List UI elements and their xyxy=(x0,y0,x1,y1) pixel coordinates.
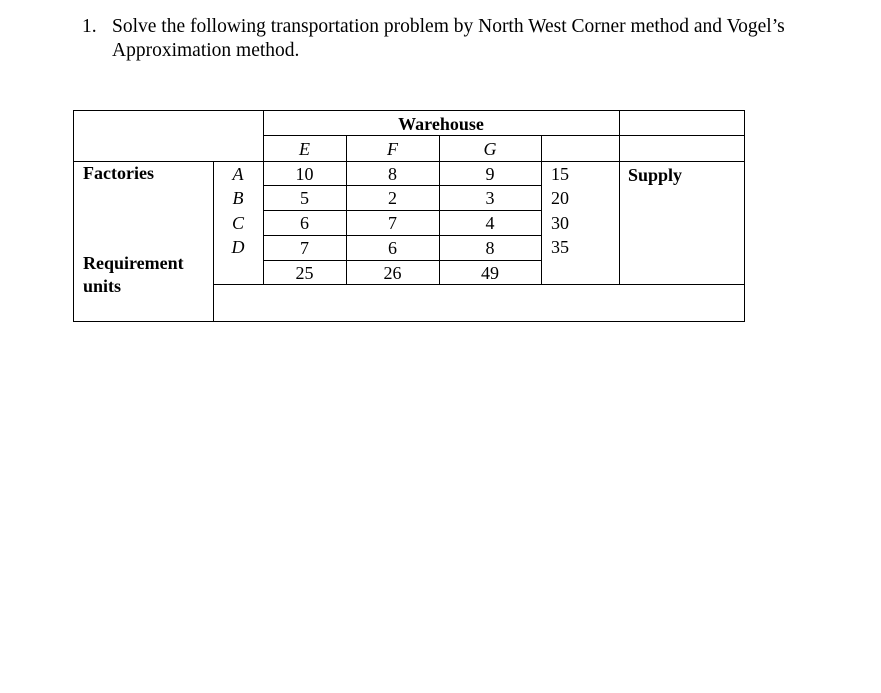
requirement-g: 49 xyxy=(481,263,499,283)
question-text: Solve the following transportation problem by North West Corner method and Vogel’s Approximation method. xyxy=(112,16,785,61)
hline-requirement xyxy=(213,284,745,285)
hline-row-c xyxy=(263,235,541,236)
hline-row-b xyxy=(263,210,541,211)
cost-a-e: 10 xyxy=(295,164,314,184)
supply-b: 20 xyxy=(551,188,569,208)
factory-a: A xyxy=(232,164,244,184)
cost-c-e: 6 xyxy=(300,213,309,233)
column-header-e: E xyxy=(299,139,310,159)
hline-row-d xyxy=(263,260,541,261)
table-border-top xyxy=(73,110,745,111)
cost-c-g: 4 xyxy=(485,213,495,233)
supply-a: 15 xyxy=(551,164,569,184)
cost-d-e: 7 xyxy=(300,238,309,258)
vline-col-g-right xyxy=(541,135,542,285)
factory-d: D xyxy=(231,237,245,257)
requirement-e: 25 xyxy=(295,263,314,283)
factories-label: Factories xyxy=(83,163,154,183)
cost-d-f: 6 xyxy=(388,238,397,258)
requirement-f: 26 xyxy=(383,263,402,283)
cost-b-e: 5 xyxy=(300,188,309,208)
cost-d-g: 8 xyxy=(485,238,495,258)
supply-c: 30 xyxy=(551,213,569,233)
cost-a-g: 9 xyxy=(485,164,495,184)
requirement-label: Requirement units xyxy=(83,253,184,296)
hline-header xyxy=(263,135,744,136)
cost-b-g: 3 xyxy=(485,188,495,208)
hline-row-a xyxy=(263,185,541,186)
cost-a-f: 8 xyxy=(388,164,397,184)
table-border-right xyxy=(744,110,745,322)
factory-b: B xyxy=(232,188,244,208)
question-number: 1. xyxy=(82,16,97,37)
warehouse-header: Warehouse xyxy=(398,114,484,134)
supply-d: 35 xyxy=(551,237,569,257)
cost-b-f: 2 xyxy=(388,188,397,208)
vline-supply-left xyxy=(619,110,620,285)
cost-c-f: 7 xyxy=(388,213,397,233)
table-border-left xyxy=(73,110,74,322)
column-header-g: G xyxy=(483,139,497,159)
column-header-f: F xyxy=(387,139,398,159)
factory-c: C xyxy=(231,213,244,233)
table-border-bottom xyxy=(73,321,745,322)
supply-label: Supply xyxy=(628,165,683,185)
